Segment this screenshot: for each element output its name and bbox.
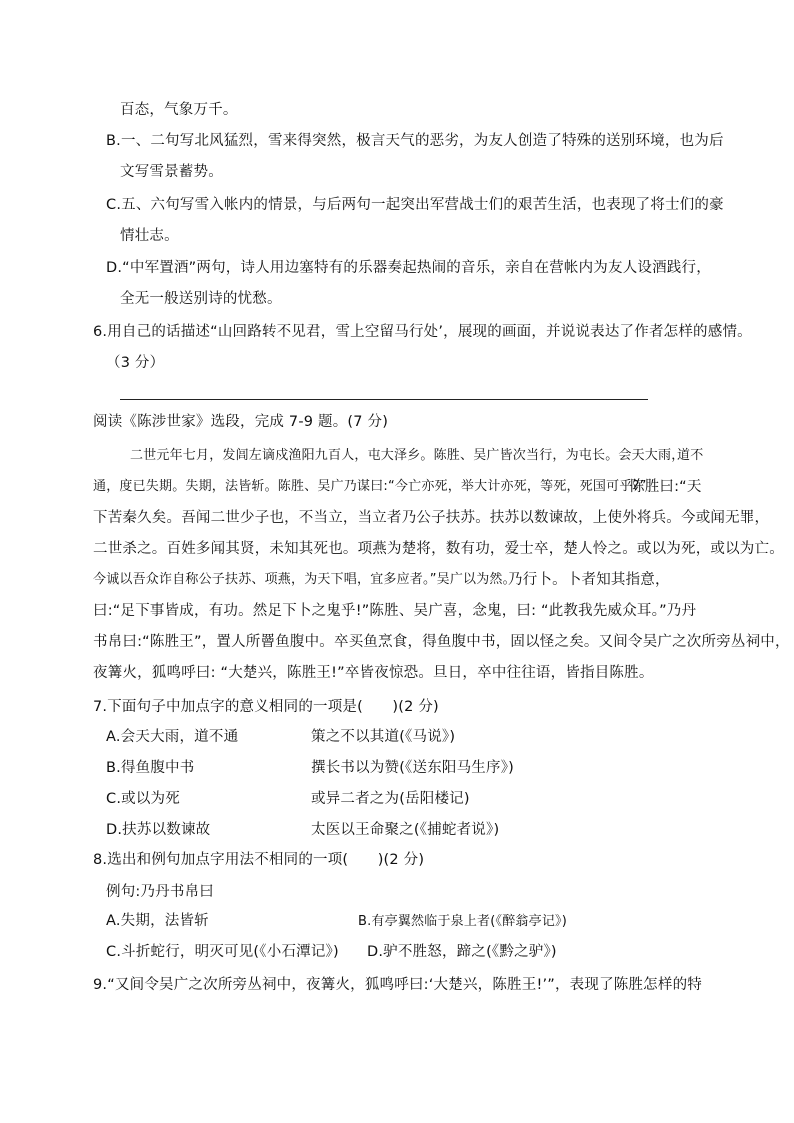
q7-option-a-right: 策之不以其道(《马说》) <box>311 729 456 745</box>
q7-option-c-right: 或异二者之为(岳阳楼记) <box>311 791 470 807</box>
question-6-score: （3 分） <box>106 355 165 371</box>
passage-line-1-end: 道不 <box>677 448 704 463</box>
option-d-line1: D.“中军置酒”两句，诗人用边塞特有的乐器奏起热闹的音乐，亲自在营帐内为友人设酒践行， <box>106 260 711 276</box>
passage-line-6: 曰:“足下事皆成，有功。然足下卜之鬼乎!”陈胜、吴广喜，念鬼，曰: “此教我先威众耳。”乃丹 <box>93 603 697 619</box>
option-a-continuation: 百态，气象万千。 <box>120 102 238 118</box>
q7-option-a-left: A.会天大雨，道不通 <box>106 729 239 745</box>
q7-option-b-right: 撰长书以为赞(《送东阳马生序》) <box>311 760 515 776</box>
option-b-line2: 文写雪景蓄势。 <box>120 164 223 180</box>
q8-option-b: B.有亭翼然临于泉上者(《醉翁亭记》) <box>358 914 567 929</box>
q7-option-d-right: 太医以王命聚之(《捕蛇者说》) <box>311 822 500 838</box>
answer-line <box>120 399 648 400</box>
option-c-line2: 情壮志。 <box>120 228 179 244</box>
q7-option-c-left: C.或以为死 <box>106 791 180 807</box>
q8-option-d: D.驴不胜怒，蹄之(《黔之驴》) <box>367 944 557 960</box>
q8-option-a: A.失期，法皆斩 <box>106 913 209 929</box>
passage-line-3: 下苦秦久矣。吾闻二世少子也，不当立，当立者乃公子扶苏。扶苏以数谏故，上使外将兵。今或闻无罪， <box>93 510 770 526</box>
reading-intro: 阅读《陈涉世家》选段，完成 7-9 题。(7 分) <box>93 414 389 430</box>
q8-example: 例句:乃丹书帛曰 <box>106 884 214 900</box>
q8-option-c: C.斗折蛇行，明灭可见(《小石潭记》) <box>106 944 339 960</box>
passage-line-7: 书帛曰:“陈胜王”，置人所罾鱼腹中。卒买鱼烹食，得鱼腹中书，固以怪之矣。又间令吴广之次所旁丛祠中， <box>93 634 790 650</box>
passage-line-2-end: 陈胜曰:“天 <box>630 479 702 495</box>
q7-option-d-left: D.扶苏以数谏故 <box>106 822 211 838</box>
passage-line-8: 夜篝火，狐鸣呼曰: “大楚兴，陈胜王!”卒皆夜惊恐。旦日，卒中往往语，皆指目陈胜。 <box>93 665 654 681</box>
question-8-stem: 8.选出和例句加点字用法不相同的一项( )(2 分) <box>93 852 425 868</box>
passage-line-2: 通，度已失期。失期，法皆斩。陈胜、吴广乃谋曰:“今亡亦死，举大计亦死，等死，死国可乎?” <box>93 479 647 494</box>
passage-line-5-end: 乃行卜。卜者知其指意， <box>508 572 670 588</box>
question-6-stem: 6.用自己的话描述“山回路转不见君，雪上空留马行处’，展现的画面，并说说表达了作者怎样的感情。 <box>93 324 752 340</box>
question-7-stem: 7.下面句子中加点字的意义相同的一项是( )(2 分) <box>93 699 439 715</box>
passage-line-4: 二世杀之。百姓多闻其贤，未知其死也。项燕为楚将，数有功，爱士卒，楚人怜之。或以为死，或以为亡。 <box>93 541 784 557</box>
option-d-line2: 全无一般送别诗的忧愁。 <box>120 291 282 307</box>
passage-line-1: 二世元年七月，发闾左谪戍渔阳九百人，屯大泽乡。陈胜、吴广皆次当行，为屯长。会天大雨， <box>130 448 685 463</box>
q7-option-b-left: B.得鱼腹中书 <box>106 760 195 776</box>
option-c-line1: C.五、六句写雪入帐内的情景，与后两句一起突出军营战士们的艰苦生活，也表现了将士们的豪 <box>106 197 724 213</box>
question-9-stem: 9.“又间令吴广之次所旁丛祠中，夜篝火，狐鸣呼曰:‘大楚兴，陈胜王!’”，表现了陈胜怎样的特 <box>93 977 702 993</box>
passage-line-5: 今诚以吾众诈自称公子扶苏、项燕，为天下唱，宜多应者。”吴广以为然。 <box>93 572 516 587</box>
option-b-line1: B.一、二句写北风猛烈，雪来得突然，极言天气的恶劣，为友人创造了特殊的送别环境，也为后 <box>106 133 724 149</box>
